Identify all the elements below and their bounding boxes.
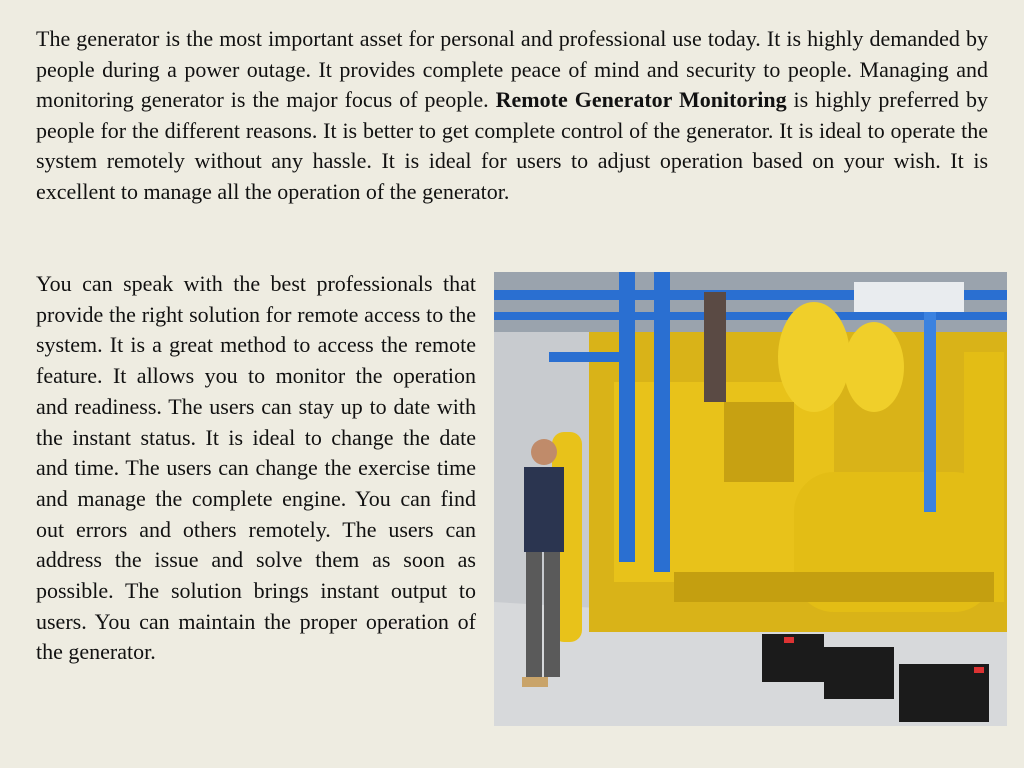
pipe-3: [549, 352, 629, 362]
pipe-4: [924, 312, 936, 512]
intro-text-a: The generator is the most important asset for personal and professional use today. It is highly demanded by people during a power outage. It provides complete peace of mind and security to people. Managing and monitoring generator is the major focus of people.: [36, 26, 988, 113]
base-rail: [674, 572, 994, 602]
worker-head: [531, 439, 557, 465]
worker-leg-right: [544, 552, 560, 677]
worker-leg-left: [526, 552, 542, 682]
turbo-left: [778, 302, 850, 412]
light-fixture: [854, 282, 964, 312]
generator-photo: [494, 272, 1007, 726]
battery-terminal-2: [974, 667, 984, 673]
turbo-right: [844, 322, 904, 412]
control-panel: [964, 352, 1004, 602]
pipe-1: [619, 272, 635, 562]
pipe-2: [654, 272, 670, 572]
body-paragraph: You can speak with the best professionals that provide the right solution for remote access to the system. It is a great method to access the remote feature. It allows you to monitor the operation and readiness. The users can stay up to date with the instant status. It is ideal to change the date and time. The users can change the exercise time and manage the complete engine. You can find out errors and others remotely. The users can address the issue and solve them as soon as possible. The solution brings instant output to users. You can maintain the proper operation of the generator.: [36, 271, 476, 665]
intro-text-b: is highly preferred by people for the different reasons. It is better to get complete control of the generator. It is ideal to operate the system remotely without any hassle. It is ideal for users to adjust operation based on your wish. It is excellent to manage all the operation of the generator.: [36, 87, 988, 204]
battery-terminal: [784, 637, 794, 643]
engine-detail: [724, 402, 794, 482]
generator-illustration: [494, 272, 1007, 726]
worker-torso: [524, 467, 564, 552]
remote-monitoring-bold: Remote Generator Monitoring: [495, 87, 787, 113]
intro-paragraph: [36, 24, 988, 208]
battery-2: [824, 647, 894, 699]
exhaust-pipe: [704, 292, 726, 402]
worker-boot: [522, 677, 548, 687]
